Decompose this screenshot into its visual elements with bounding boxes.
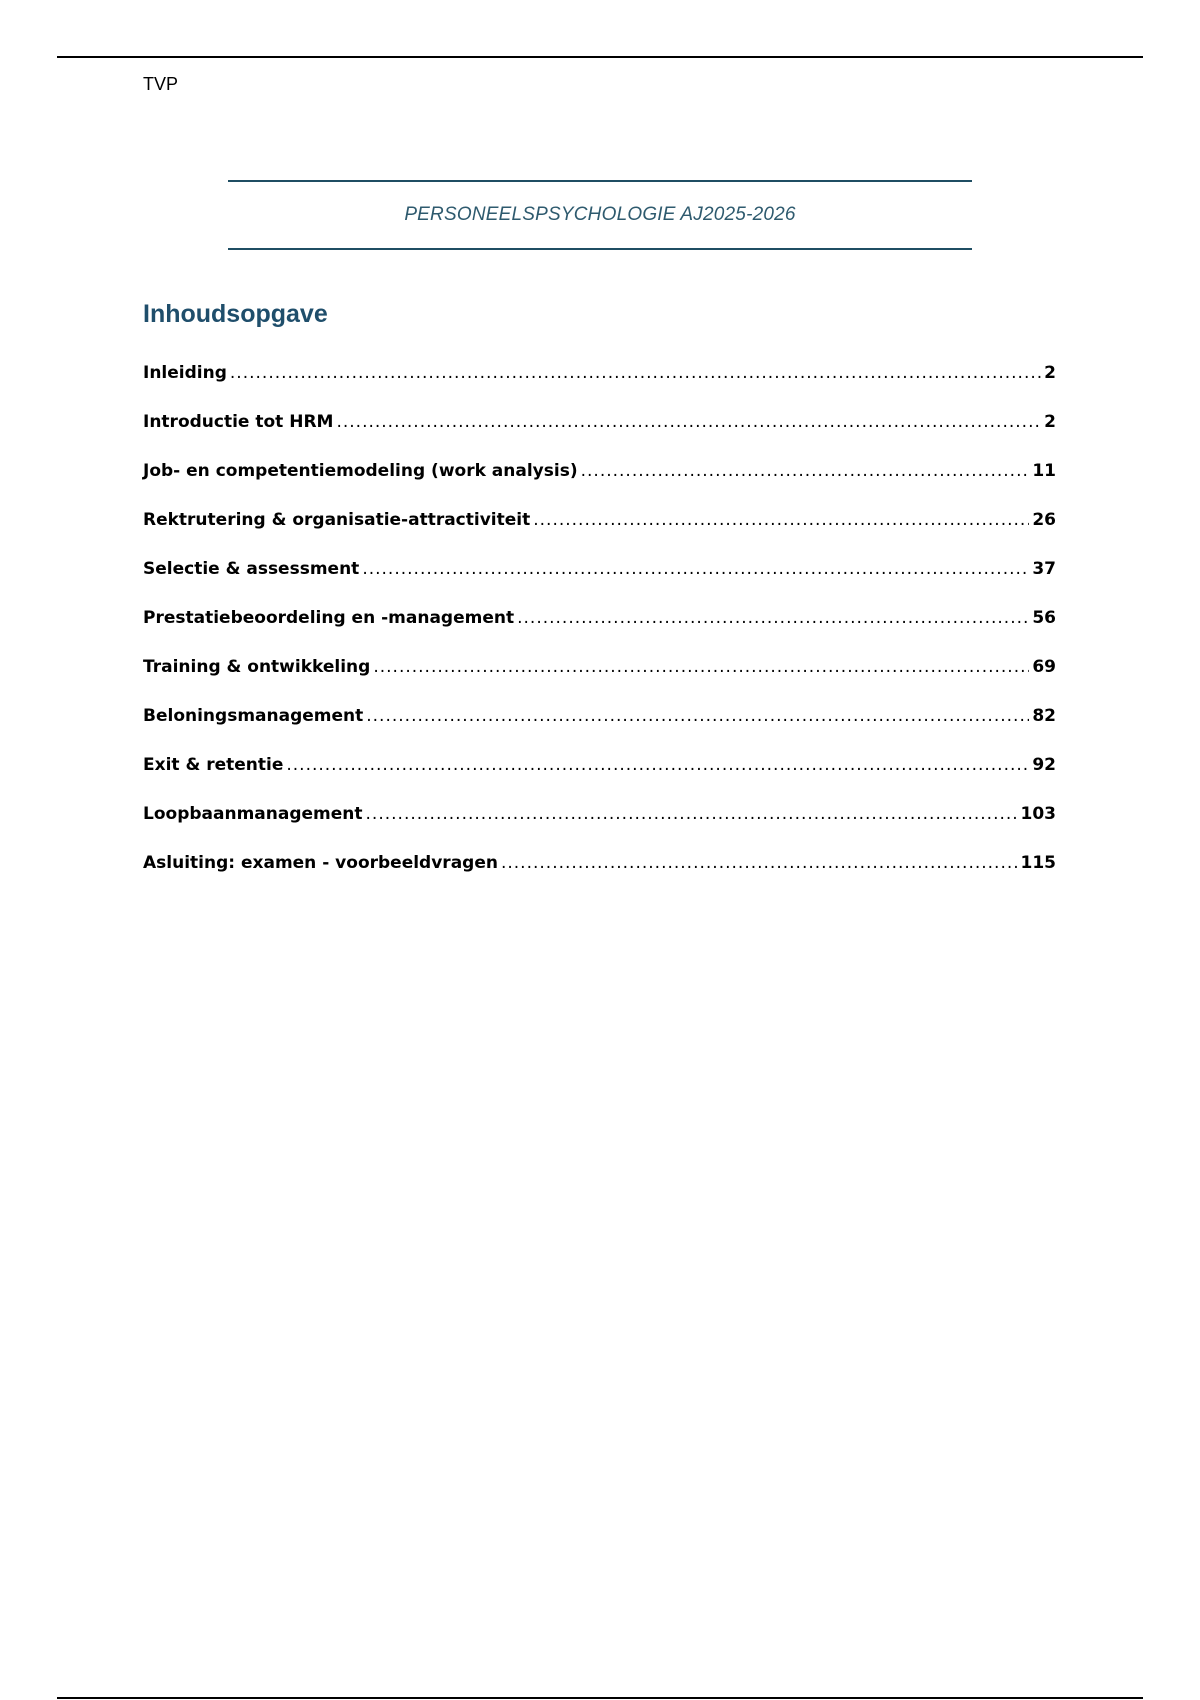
toc-entry-page: 11: [1032, 461, 1056, 481]
toc-entry-asluiting-examen[interactable]: [143, 848, 1056, 897]
toc-heading: Inhoudsopgave: [143, 300, 328, 328]
toc-dot-leader: [517, 603, 1029, 633]
toc-entry-label: Asluiting: examen - voorbeeldvragen: [143, 853, 498, 873]
toc-entry-prestatiebeoordeling[interactable]: [143, 603, 1056, 652]
toc-entry-label: Loopbaanmanagement: [143, 804, 363, 824]
toc-dot-leader: [581, 456, 1030, 486]
toc-dot-leader: [533, 505, 1029, 535]
toc-entry-job-competentiemodeling[interactable]: [143, 456, 1056, 505]
toc-entry-rektrutering[interactable]: [143, 505, 1056, 554]
toc-entry-inleiding[interactable]: [143, 358, 1056, 407]
toc-entry-page: 26: [1032, 510, 1056, 530]
toc-entry-page: 2: [1044, 412, 1056, 432]
toc-entry-label: Inleiding: [143, 363, 227, 383]
toc-entry-loopbaanmanagement[interactable]: [143, 799, 1056, 848]
toc-entry-training-ontwikkeling[interactable]: [143, 652, 1056, 701]
toc-dot-leader: [373, 652, 1029, 682]
toc-dot-leader: [336, 407, 1041, 437]
toc-entry-page: 69: [1032, 657, 1056, 677]
toc-entry-label: Prestatiebeoordeling en -management: [143, 608, 515, 628]
toc-entry-label: Job- en competentiemodeling (work analysis): [143, 461, 578, 481]
toc-entry-page: 37: [1032, 559, 1056, 579]
toc-dot-leader: [286, 750, 1029, 780]
page-header-rule: [57, 56, 1143, 58]
toc-entry-page: 115: [1020, 853, 1056, 873]
toc-entry-page: 103: [1020, 804, 1056, 824]
toc-entry-page: 92: [1032, 755, 1056, 775]
page-footer-rule: [57, 1697, 1143, 1699]
header-label: TVP: [143, 74, 179, 94]
toc-dot-leader: [366, 799, 1018, 829]
toc-entry-beloningsmanagement[interactable]: [143, 701, 1056, 750]
document-title: PERSONEELSPSYCHOLOGIE AJ2025-2026: [404, 204, 796, 225]
toc-entry-label: Exit & retentie: [143, 755, 284, 775]
toc-entry-page: 2: [1044, 363, 1056, 383]
toc-entry-selectie-assessment[interactable]: [143, 554, 1056, 603]
toc-dot-leader: [501, 848, 1018, 878]
toc-entry-exit-retentie[interactable]: [143, 750, 1056, 799]
toc-entry-page: 82: [1032, 706, 1056, 726]
title-block: [228, 180, 972, 250]
toc-dot-leader: [362, 554, 1029, 584]
toc-entry-label: Selectie & assessment: [143, 559, 360, 579]
toc-entry-label: Introductie tot HRM: [143, 412, 334, 432]
toc-entry-label: Beloningsmanagement: [143, 706, 364, 726]
toc-entry-page: 56: [1032, 608, 1056, 628]
table-of-contents: [143, 358, 1056, 897]
toc-entry-introductie-hrm[interactable]: [143, 407, 1056, 456]
toc-dot-leader: [366, 701, 1029, 731]
toc-dot-leader: [230, 358, 1041, 388]
toc-entry-label: Training & ontwikkeling: [143, 657, 371, 677]
toc-entry-label: Rektrutering & organisatie-attractiviteit: [143, 510, 531, 530]
